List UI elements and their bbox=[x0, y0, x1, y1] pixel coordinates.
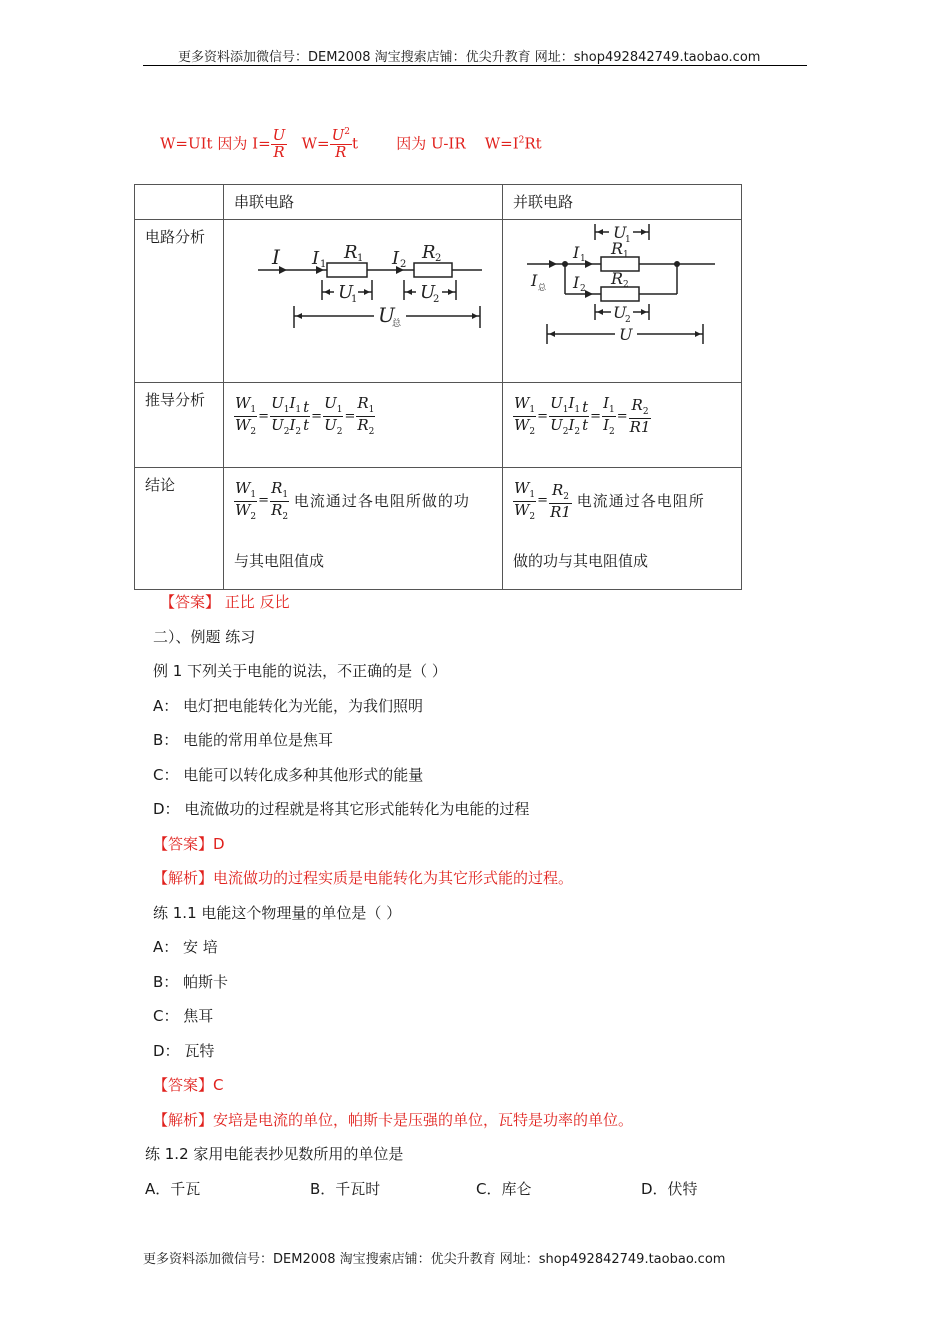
parallel-conclusion: $\frac{W_1}{W_2}$ = $\frac{R_2}{R1}$ 电流通过各电阻所 做的功与其电阻值成 bbox=[503, 468, 742, 590]
section-title: 二）、例题 练习 bbox=[153, 628, 256, 646]
table-corner bbox=[135, 185, 224, 220]
svg-text:1: 1 bbox=[357, 253, 364, 264]
fraction-u-over-r: $\frac{U}{R}$ bbox=[272, 126, 286, 161]
page-footer: 更多资料添加微信号：DEM2008 淘宝搜索店铺：优尖升教育 网址：shop492842749.taobao.com bbox=[143, 1252, 726, 1267]
row-label-derivation: 推导分析 bbox=[135, 383, 224, 468]
svg-text:U: U bbox=[338, 282, 354, 303]
practice-1-1-option-c: C： 焦耳 bbox=[153, 1007, 214, 1025]
formula-because-2: 因为 U-IR bbox=[396, 134, 466, 153]
svg-text:U: U bbox=[378, 303, 395, 327]
svg-text:I: I bbox=[573, 273, 580, 292]
svg-text:1: 1 bbox=[351, 294, 358, 305]
svg-text:1: 1 bbox=[625, 235, 631, 245]
practice-1-2-option-a: A．千瓦 bbox=[145, 1180, 201, 1198]
example-1-option-d: D： 电流做功的过程就是将其它形式能转化为电能的过程 bbox=[153, 800, 530, 818]
svg-text:R: R bbox=[344, 242, 358, 263]
row-label-conclusion: 结论 bbox=[135, 468, 224, 590]
svg-text:2: 2 bbox=[580, 284, 586, 294]
svg-text:I: I bbox=[312, 248, 320, 269]
example-1-option-c: C： 电能可以转化成多种其他形式的能量 bbox=[153, 766, 424, 784]
example-1-option-a: A： 电灯把电能转化为光能，为我们照明 bbox=[153, 697, 424, 715]
practice-1-2-question: 练 1.2 家用电能表抄见数所用的单位是 bbox=[145, 1145, 404, 1163]
example-1-question: 例 1 下列关于电能的说法，不正确的是（ ） bbox=[153, 662, 447, 680]
example-1-answer: 【答案】D bbox=[153, 835, 225, 853]
parallel-diagram-cell bbox=[503, 220, 742, 383]
practice-1-1-option-d: D： 瓦特 bbox=[153, 1042, 215, 1060]
practice-1-1-option-b: B： 帕斯卡 bbox=[153, 973, 229, 991]
formula-line: W=UIt 因为 I= $\frac{U}{R}$ W= $\frac{U^2}{R}$ t 因为 U-IR $W=I^2Rt$ bbox=[160, 126, 542, 161]
formula-w-uit: W=UIt bbox=[160, 134, 213, 153]
svg-text:R: R bbox=[611, 269, 624, 288]
svg-text:U: U bbox=[613, 303, 627, 322]
series-diagram-cell bbox=[224, 220, 503, 383]
svg-text:I: I bbox=[392, 248, 400, 269]
example-1-analysis: 【解析】电流做功的过程实质是电能转化为其它形式能的过程。 bbox=[153, 869, 574, 887]
series-derivation: $\frac{W_1}{W_2}$ = $\frac{U_1I_1}{U_2I_2}$ $\frac{t}{t}$ = $\frac{U_1}{U_2}$ = $\frac{R_1}{R_2}$ bbox=[224, 383, 503, 468]
svg-text:1: 1 bbox=[320, 259, 327, 270]
svg-text:2: 2 bbox=[625, 315, 631, 325]
svg-text:U: U bbox=[420, 282, 436, 303]
practice-1-1-analysis: 【解析】安培是电流的单位，帕斯卡是压强的单位，瓦特是功率的单位。 bbox=[153, 1111, 634, 1129]
practice-1-1-question: 练 1.1 电能这个物理量的单位是（ ） bbox=[153, 904, 402, 922]
formula-w-2: W= bbox=[301, 134, 330, 153]
fraction-u2-over-r: $\frac{U^2}{R}$ bbox=[331, 126, 350, 161]
answer-1: 【答案】 正比 反比 bbox=[160, 593, 290, 611]
practice-1-2-option-b: B．千瓦时 bbox=[310, 1180, 381, 1198]
formula-because-1: 因为 I= bbox=[217, 134, 271, 153]
page-header: 更多资料添加微信号：DEM2008 淘宝搜索店铺：优尖升教育 网址：shop492842749.taobao.com bbox=[178, 50, 761, 65]
header-parallel: 并联电路 bbox=[503, 185, 742, 220]
svg-text:2: 2 bbox=[400, 259, 407, 270]
svg-text:2: 2 bbox=[435, 253, 442, 264]
svg-text:总: 总 bbox=[538, 283, 546, 292]
row-label-analysis: 电路分析 bbox=[135, 220, 224, 383]
parallel-circuit-diagram bbox=[503, 220, 741, 378]
practice-1-1-answer: 【答案】C bbox=[153, 1076, 224, 1094]
label-i: I bbox=[272, 245, 280, 269]
formula-t: t bbox=[352, 134, 359, 153]
svg-text:U: U bbox=[619, 325, 633, 344]
svg-text:2: 2 bbox=[623, 280, 629, 290]
svg-text:总: 总 bbox=[392, 319, 402, 329]
practice-1-1-option-a: A： 安 培 bbox=[153, 938, 218, 956]
practice-1-2-option-c: C．库仑 bbox=[476, 1180, 532, 1198]
parallel-derivation: $\frac{W_1}{W_2}$ = $\frac{U_1I_1}{U_2I_2}$ $\frac{t}{t}$ = $\frac{I_1}{I_2}$ = $\frac{R_2}{R1}$ bbox=[503, 383, 742, 468]
example-1-option-b: B： 电能的常用单位是焦耳 bbox=[153, 731, 334, 749]
header-divider bbox=[143, 65, 807, 66]
svg-text:R: R bbox=[611, 239, 624, 258]
series-circuit-diagram bbox=[224, 220, 502, 378]
svg-text:R: R bbox=[422, 242, 436, 263]
comparison-table bbox=[134, 184, 742, 590]
svg-text:I: I bbox=[573, 243, 580, 262]
svg-text:U: U bbox=[613, 223, 627, 242]
series-conclusion: $\frac{W_1}{W_2}$ = $\frac{R_1}{R_2}$ 电流通过各电阻所做的功 与其电阻值成 bbox=[224, 468, 503, 590]
svg-text:1: 1 bbox=[623, 250, 629, 260]
formula-w-3: W=I bbox=[484, 134, 519, 153]
practice-1-2-option-d: D．伏特 bbox=[641, 1180, 698, 1198]
svg-text:I: I bbox=[531, 271, 538, 290]
header-series: 串联电路 bbox=[224, 185, 503, 220]
svg-text:2: 2 bbox=[433, 294, 440, 305]
svg-text:1: 1 bbox=[580, 254, 586, 264]
